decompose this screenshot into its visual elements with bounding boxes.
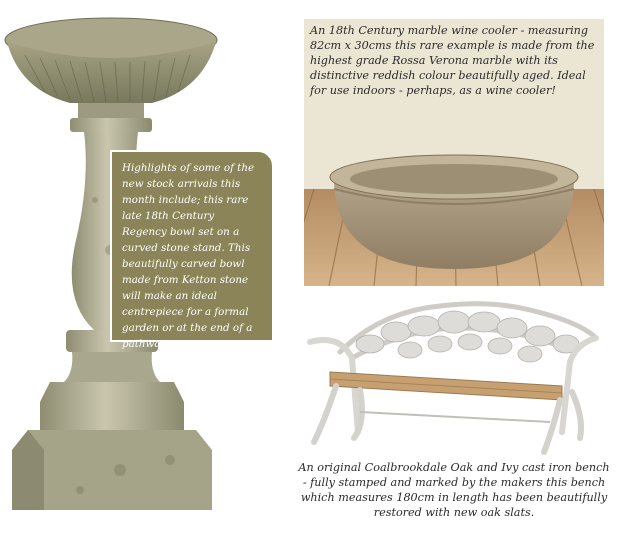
bench-leg-front-left xyxy=(314,386,336,442)
cast-iron-bench-image xyxy=(300,292,610,462)
stand-neck xyxy=(78,103,144,119)
wine-cooler-panel xyxy=(304,19,604,286)
bench-leg-front-right xyxy=(544,400,560,452)
caption-bowl-stand-text: Highlights of some of the new stock arrivals this month include; this rare late 18th Century Regency bowl set on a curved stone stand. This beautifully carved bowl made from Ketton stone will make an ideal centrepiece for a formal garden or at the end of a pathway. xyxy=(122,162,255,350)
wine-cooler-image xyxy=(304,149,604,286)
stand-plinth xyxy=(40,382,184,430)
caption-bench: An original Coalbrookdale Oak and Ivy cast iron bench - fully stamped and marked by the makers this bench which measures 180cm in length has been beautifully restored with new oak slats. xyxy=(298,461,610,519)
caption-wine-cooler: An 18th Century marble wine cooler - measuring 82cm x 30cms this rare example is made from the highest grade Rossa Verona marble with its distinctive reddish colour beautifully aged. Ideal for use indoors - perhaps, as a wine cooler! xyxy=(310,24,595,97)
bench-leg-back-right xyxy=(572,392,581,438)
caption-bowl-stand xyxy=(110,150,274,350)
